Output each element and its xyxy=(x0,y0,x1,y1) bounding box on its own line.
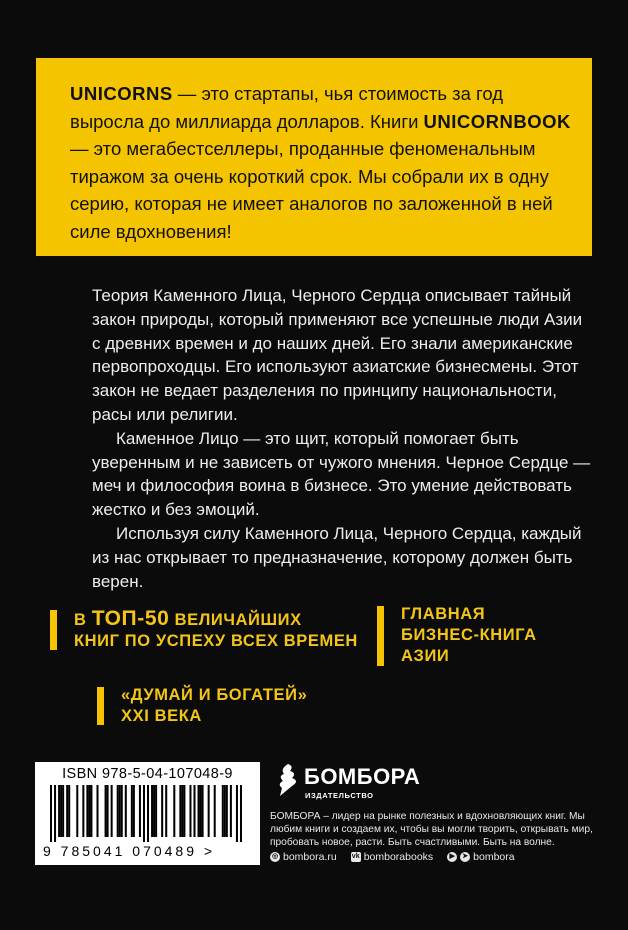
badge-top50-line2: КНИГ ПО УСПЕХУ ВСЕХ ВРЕМЕН xyxy=(74,632,358,650)
barcode-bar xyxy=(222,785,224,837)
barcode-bar xyxy=(119,785,121,837)
barcode-bar xyxy=(155,785,157,837)
barcode-bar xyxy=(96,785,98,837)
barcode-bar xyxy=(198,785,200,837)
barcode-bar xyxy=(214,785,216,837)
barcode-bar xyxy=(161,785,163,837)
publisher-name: БОМБОРА xyxy=(304,764,421,789)
brand-unicorns: UNICORNS xyxy=(70,83,173,104)
barcode-bar xyxy=(54,785,56,842)
barcode-bar xyxy=(90,785,92,837)
brand-unicornbook: UNICORNBOOK xyxy=(423,110,571,132)
badge-bar xyxy=(97,687,104,725)
barcode-bar xyxy=(50,785,52,842)
barcode-bar xyxy=(86,785,88,837)
barcode-bar xyxy=(147,785,149,842)
barcode-bar xyxy=(66,785,68,837)
barcode-digits: 9 785041 070489 > xyxy=(43,843,216,859)
badge-main-business-book xyxy=(377,604,577,667)
vk-icon: vk xyxy=(351,853,360,860)
barcode-bar xyxy=(173,785,175,837)
barcode-bar xyxy=(76,785,78,837)
barcode-bar xyxy=(230,785,232,837)
barcode-bar xyxy=(68,785,70,837)
barcode-bar xyxy=(143,785,145,842)
barcode-bar xyxy=(125,785,127,837)
barcode-bar xyxy=(236,785,238,842)
book-description xyxy=(92,284,592,593)
globe-icon: ◎ xyxy=(271,853,279,860)
telegram-icon: ➤ xyxy=(460,852,470,862)
barcode-bar xyxy=(181,785,183,837)
badge-main-line3: АЗИИ xyxy=(401,647,450,665)
badge-bar xyxy=(50,610,57,650)
social-vk[interactable] xyxy=(351,851,433,863)
badge-main-text xyxy=(401,604,577,667)
badge-bar xyxy=(377,606,384,666)
social-links xyxy=(270,851,515,863)
promo-text-1: — это стартапы, чья стоимость за год выросла до миллиарда долларов. Книги xyxy=(70,83,504,132)
barcode-image xyxy=(50,785,242,842)
barcode-bar xyxy=(133,785,135,837)
badge-think-line2: XXI ВЕКА xyxy=(121,707,202,725)
isbn-label: ISBN 978-5-04-107048-9 xyxy=(62,766,233,782)
youtube-icon: ▶ xyxy=(447,852,457,862)
description-paragraph-1: Теория Каменного Лица, Черного Сердца описывает тайный закон природы, который применяют все успешные люди Азии с древних времен и до наших дней. Его знали американские первопроходцы. Его используют азиатские бизнесмены. Этот закон не ведает разделения по принципу национальности, расы или религии. xyxy=(92,286,583,424)
publisher-subtitle: ИЗДАТЕЛЬСТВО xyxy=(305,791,374,800)
barcode-bar xyxy=(88,785,90,837)
barcode-bar xyxy=(58,785,60,837)
barcode-bar xyxy=(62,785,64,837)
publisher-description: БОМБОРА – лидер на рынке полезных и вдохновляющих книг. Мы любим книги и создаем их, чтобы вы могли творить, открывать мир, пробовать новое, расти. Быть счастливыми. Быть на волне. xyxy=(270,811,593,849)
barcode-bar xyxy=(224,785,226,837)
barcode-bar xyxy=(117,785,119,837)
badge-top50 xyxy=(50,608,380,652)
barcode-bar xyxy=(240,785,242,842)
badge-think-line1: «ДУМАЙ И БОГАТЕЙ» xyxy=(121,686,308,704)
barcode-bar xyxy=(153,785,155,837)
bombora-logo-icon xyxy=(276,762,302,796)
barcode-bar xyxy=(193,785,195,837)
barcode-bar xyxy=(208,785,210,837)
barcode-bar xyxy=(105,785,107,837)
badge-main-line2: БИЗНЕС-КНИГА xyxy=(401,626,537,644)
barcode-bar xyxy=(179,785,181,837)
barcode-bar xyxy=(131,785,133,837)
barcode-bar xyxy=(200,785,202,837)
barcode-bar xyxy=(165,785,167,837)
social-other[interactable] xyxy=(447,851,514,863)
barcode-bar xyxy=(183,785,185,837)
description-paragraph-2: Каменное Лицо — это щит, который помогает быть уверенным и не зависеть от чужого мнения. Черное Сердце — меч и философия воина в бизнесе. Это умение действовать жестко и без эмоций. xyxy=(92,428,591,520)
badge-top50-prefix: В xyxy=(74,611,92,629)
badge-top50-text xyxy=(74,608,380,652)
barcode-bar xyxy=(202,785,204,837)
description-paragraph-3: Используя силу Каменного Лица, Черного Сердца, каждый из нас открывает то предназначение, которому должен быть верен. xyxy=(92,523,582,591)
social-web[interactable] xyxy=(270,851,337,863)
barcode-bar xyxy=(139,785,141,837)
social-web-label: bombora.ru xyxy=(283,851,337,863)
badge-main-line1: ГЛАВНАЯ xyxy=(401,605,486,623)
barcode-bar xyxy=(226,785,228,837)
badge-top50-line1: ВЕЛИЧАЙШИХ xyxy=(169,611,302,629)
social-other-label: bombora xyxy=(473,851,515,863)
badge-top50-highlight: ТОП-50 xyxy=(91,607,170,630)
barcode-bar xyxy=(82,785,84,837)
badge-think-text xyxy=(121,685,337,727)
barcode-bar xyxy=(151,785,153,837)
barcode-bar xyxy=(121,785,123,837)
barcode-panel xyxy=(35,762,260,865)
promo-box xyxy=(36,58,592,256)
badge-think-and-grow xyxy=(97,685,337,727)
social-vk-label: bomborabooks xyxy=(363,851,434,863)
barcode-bar xyxy=(189,785,191,837)
barcode-bar xyxy=(107,785,109,837)
barcode-bar xyxy=(111,785,113,837)
promo-text-2: — это мегабестселлеры, проданные феноменальным тиражом за очень короткий срок. Мы собрали их в одну серию, которая не имеет аналогов по заложенной в ней силе вдохновения! xyxy=(70,138,553,242)
barcode-bar xyxy=(60,785,62,837)
